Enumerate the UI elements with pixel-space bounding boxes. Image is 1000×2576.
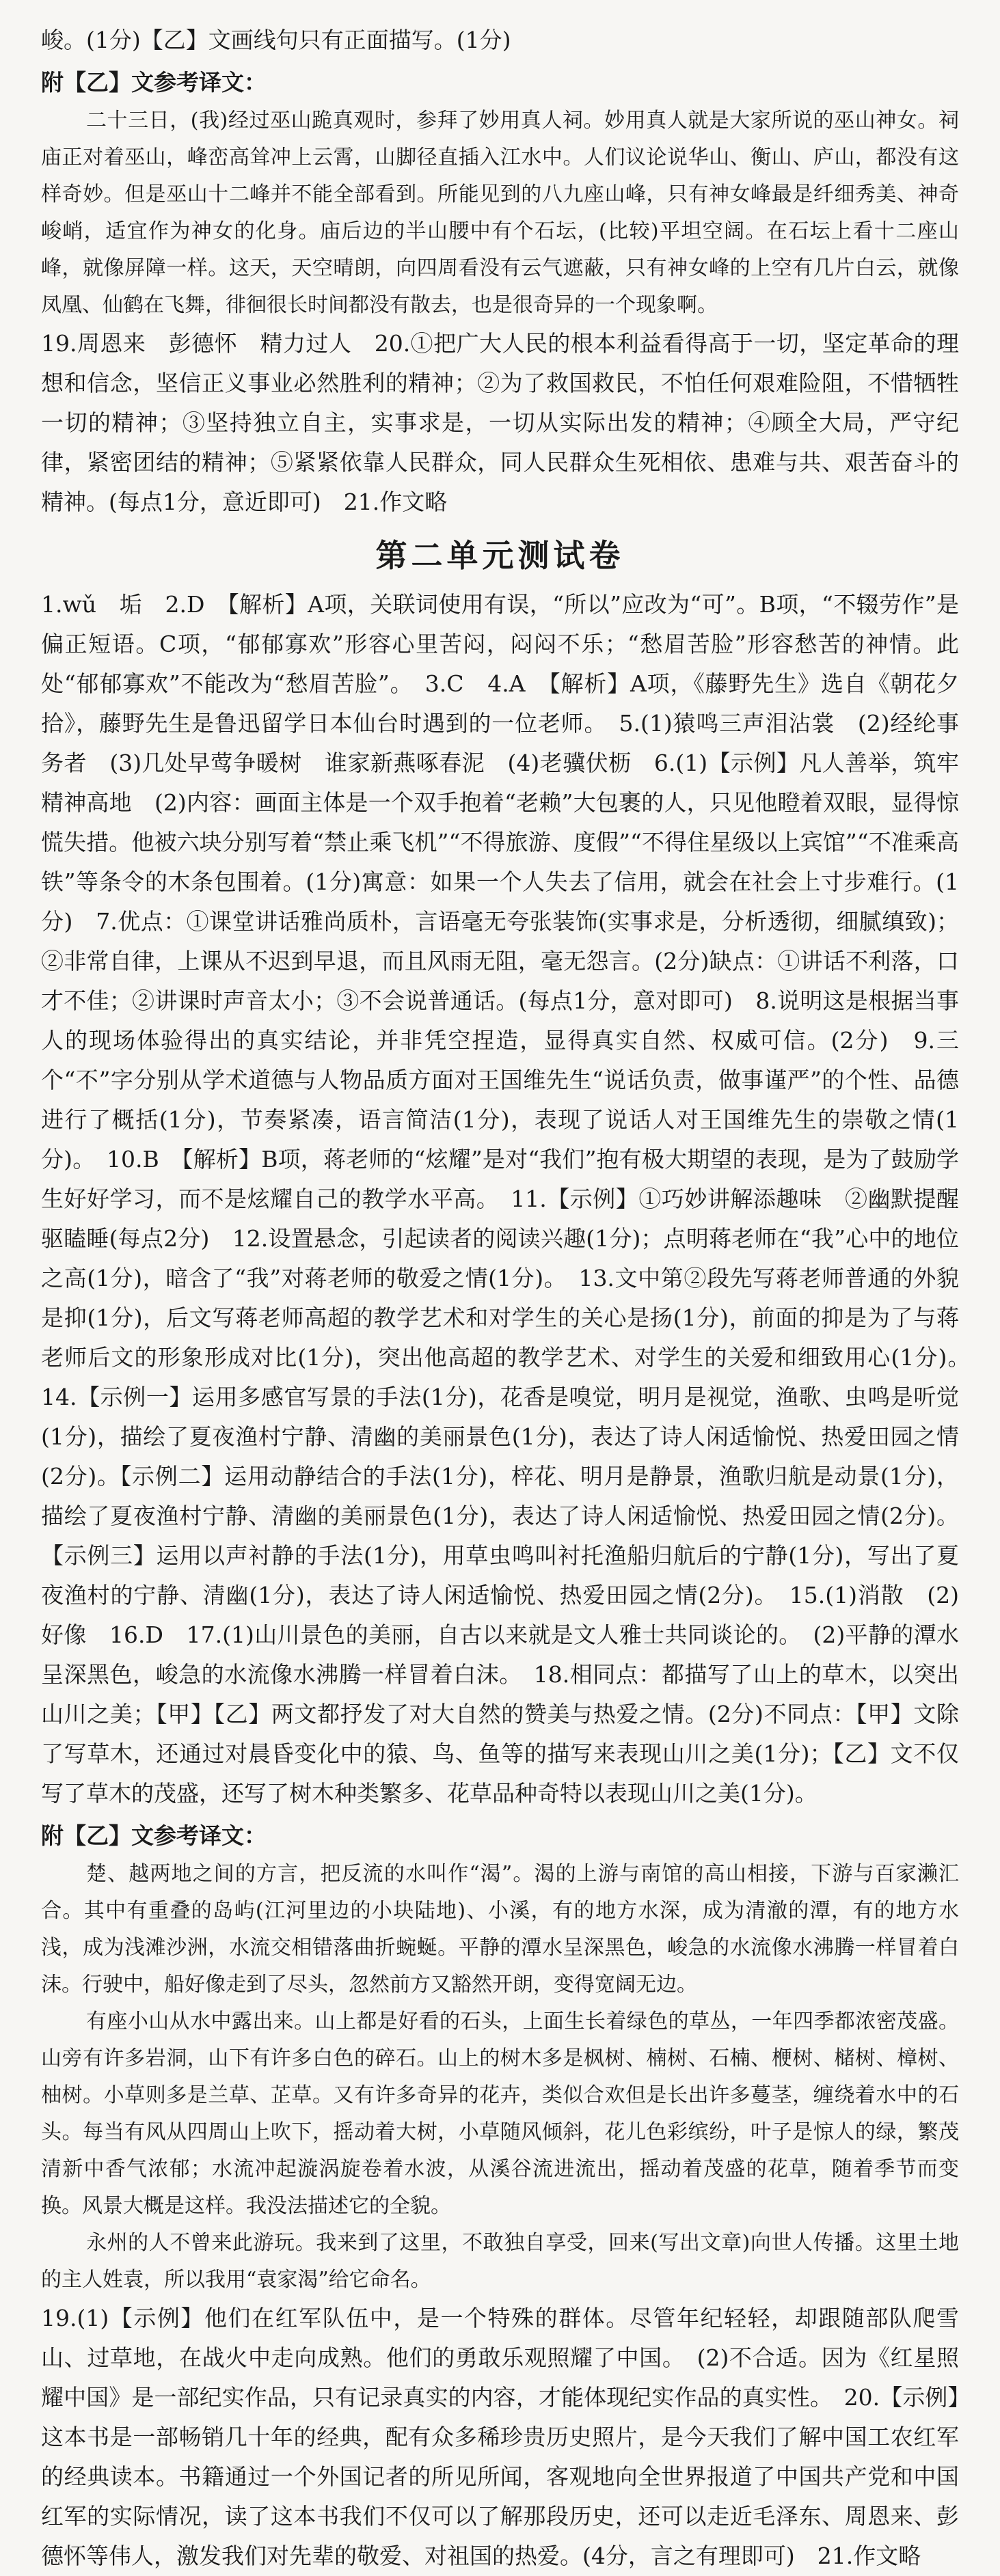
answers-19-21: 19.周恩来 彭德怀 精力过人 20.①把广大人民的根本利益看得高于一切，坚定革命的理想和信念，坚信正义事业必然胜利的精神；②为了救国救民，不怕任何艰难险阻，不惜牺牲一切的精神；③坚持独立自主，实事求是，一切从实际出发的精神；④顾全大局，严守纪律，紧密团结的精神；⑤紧紧依靠人民群众，同人民群众生死相依、患难与共、艰苦奋斗的精神。(每点1分，意近即可) 21.作文略 (41, 330, 959, 515)
reference-translation-paragraph-3: 永州的人不曾来此游玩。我来到了这里，不敢独自享受，回来(写出文章)向世人传播。这里土地的主人姓袁，所以我用“袁家渴”给它命名。 (41, 2231, 959, 2292)
answers-19-21-unit-two: 19.(1)【示例】他们在红军队伍中，是一个特殊的群体。尽管年纪轻轻，却跟随部队爬雪山、过草地，在战火中走向成熟。他们的勇敢乐观照耀了中国。 (2)不合适。因为《红星照耀中国》是一部纪实作品，只有记录真实的内容，才能体现纪实作品的真实性。 20.【示例】这本书是一部畅销几十年的经典，配有众多稀珍贵历史照片，是今天我们了解中国工农红军的经典读本。书籍通过一个外国记者的所见所闻，客观地向全世界报道了中国共产党和中国红军的实际情况，读了这本书我们不仅可以了解那段历史，还可以走近毛泽东、周恩来、彭德怀等伟人，激发我们对先辈的敬爱、对祖国的热爱。(4分，言之有理即可) 21.作文略 (41, 2305, 959, 2569)
reference-translation-label: 附【乙】文参考译文： (41, 69, 267, 96)
reference-translation-paragraph-1: 楚、越两地之间的方言，把反流的水叫作“渴”。渴的上游与南馆的高山相接，下游与百家濑汇合。其中有重叠的岛屿(江河里边的小块陆地)、小溪，有的地方水深，成为清澈的潭，有的地方水浅，成为浅滩沙洲，水流交相错落曲折蜿蜒。平静的潭水呈深黑色，峻急的水流像水沸腾一样冒着白沫。行驶中，船好像走到了尽头，忽然前方又豁然开朗，变得宽阔无边。 (41, 1862, 959, 1997)
section-title: 第二单元测试卷 (375, 537, 625, 574)
unit-two-answers: 1.wǔ 垢 2.D 【解析】A项，关联词使用有误，“所以”应改为“可”。B项，“不辍劳作”是偏正短语。C项，“郁郁寡欢”形容心里苦闷，闷闷不乐；“愁眉苦脸”形容愁苦的神情。此处“郁郁寡欢”不能改为“愁眉苦脸”。 3.C 4.A 【解析】A项，《藤野先生》选自《朝花夕拾》，藤野先生是鲁迅留学日本仙台时遇到的一位老师。 5.(1)猿鸣三声泪沾裳 (2)经纶事务者 (3)几处早莺争暖树 谁家新燕啄春泥 (4)老骥伏枥 6.(1)【示例】凡人善举，筑牢精神高地 (2)内容：画面主体是一个双手抱着“老赖”大包裹的人，只见他瞪着双眼，显得惊慌失措。他被六块分别写着“禁止乘飞机”“不得旅游、度假”“不得住星级以上宾馆”“不准乘高铁”等条令的木条包围着。(1分)寓意：如果一个人失去了信用，就会在社会上寸步难行。(1分) 7.优点：①课堂讲话雅尚质朴，言语毫无夸张装饰(实事求是，分析透彻，细腻缜致)；②非常自律，上课从不迟到早退，而且风雨无阻，毫无怨言。(2分)缺点：①讲话不利落，口才不佳；②讲课时声音太小；③不会说普通话。(每点1分，意对即可) 8.说明这是根据当事人的现场体验得出的真实结论，并非凭空捏造，显得真实自然、权威可信。(2分) 9.三个“不”字分别从学术道德与人物品质方面对王国维先生“说话负责，做事谨严”的个性、品德进行了概括(1分)，节奏紧凑，语言简洁(1分)，表现了说话人对王国维先生的崇敬之情(1分)。 10.B 【解析】B项，蒋老师的“炫耀”是对“我们”抱有极大期望的表现，是为了鼓励学生好好学习，而不是炫耀自己的教学水平高。 11.【示例】①巧妙讲解添趣味 ②幽默提醒驱瞌睡(每点2分) 12.设置悬念，引起读者的阅读兴趣(1分)；点明蒋老师在“我”心中的地位之高(1分)，暗含了“我”对蒋老师的敬爱之情(1分)。 13.文中第②段先写蒋老师普通的外貌是抑(1分)，后文写蒋老师高超的教学艺术和对学生的关心是扬(1分)，前面的抑是为了与蒋老师后文的形象形成对比(1分)，突出他高超的教学艺术、对学生的关爱和细致用心(1分)。 14.【示例一】运用多感官写景的手法(1分)，花香是嗅觉，明月是视觉，渔歌、虫鸣是听觉(1分)，描绘了夏夜渔村宁静、清幽的美丽景色(1分)，表达了诗人闲适愉悦、热爱田园之情(2分)。【示例二】运用动静结合的手法(1分)，梓花、明月是静景，渔歌归航是动景(1分)，描绘了夏夜渔村宁静、清幽的美丽景色(1分)，表达了诗人闲适愉悦、热爱田园之情(2分)。【示例三】运用以声衬静的手法(1分)，用草虫鸣叫衬托渔船归航后的宁静(1分)，写出了夏夜渔村的宁静、清幽(1分)，表达了诗人闲适愉悦、热爱田园之情(2分)。 15.(1)消散 (2)好像 16.D 17.(1)山川景色的美丽，自古以来就是文人雅士共同谈论的。 (2)平静的潭水呈深黑色，峻急的水流像水沸腾一样冒着白沫。 18.相同点：都描写了山上的草木，以突出山川之美；【甲】【乙】两文都抒发了对大自然的赞美与热爱之情。(2分)不同点：【甲】文除了写草木，还通过对晨昏变化中的猿、鸟、鱼等的描写来表现山川之美(1分)；【乙】文不仅写了草木的茂盛，还写了树木种类繁多、花草品种奇特以表现山川之美(1分)。 (41, 591, 982, 1807)
previous-answer-fragment: 峻。(1分)【乙】文画线句只有正面描写。(1分) (41, 27, 511, 53)
reference-translation-label-2: 附【乙】文参考译文： (41, 1822, 267, 1849)
reference-translation-paragraph-2: 有座小山从水中露出来。山上都是好看的石头，上面生长着绿色的草丛，一年四季都浓密茂盛。山旁有许多岩洞，山下有许多白色的碎石。山上的树木多是枫树、楠树、石楠、楩树、槠树、樟树、柚树。小草则多是兰草、芷草。又有许多奇异的花卉，类似合欢但是长出许多蔓茎，缠绕着水中的石头。每当有风从四周山上吹下，摇动着大树，小草随风倾斜，花儿色彩缤纷，叶子是惊人的绿，繁茂清新中香气浓郁；水流冲起漩涡旋卷着水波，从溪谷流进流出，摇动着茂盛的花草，随着季节而变换。风景大概是这样。我没法描述它的全貌。 (41, 2010, 959, 2218)
reference-translation-text: 二十三日，(我)经过巫山跪真观时，参拜了妙用真人祠。妙用真人就是大家所说的巫山神女。祠庙正对着巫山，峰峦高耸冲上云霄，山脚径直插入江水中。人们议论说华山、衡山、庐山，都没有这样奇妙。但是巫山十二峰并不能全部看到。所能见到的八九座山峰，只有神女峰最是纤细秀美、神奇峻峭，适宜作为神女的化身。庙后边的半山腰中有个石坛，(比较)平坦空阔。在石坛上看十二座山峰，就像屏障一样。这天，天空晴朗，向四周看没有云气遮蔽，只有神女峰的上空有几片白云，就像凤凰、仙鹤在飞舞，徘徊很长时间都没有散去，也是很奇异的一个现象啊。 (41, 109, 959, 317)
